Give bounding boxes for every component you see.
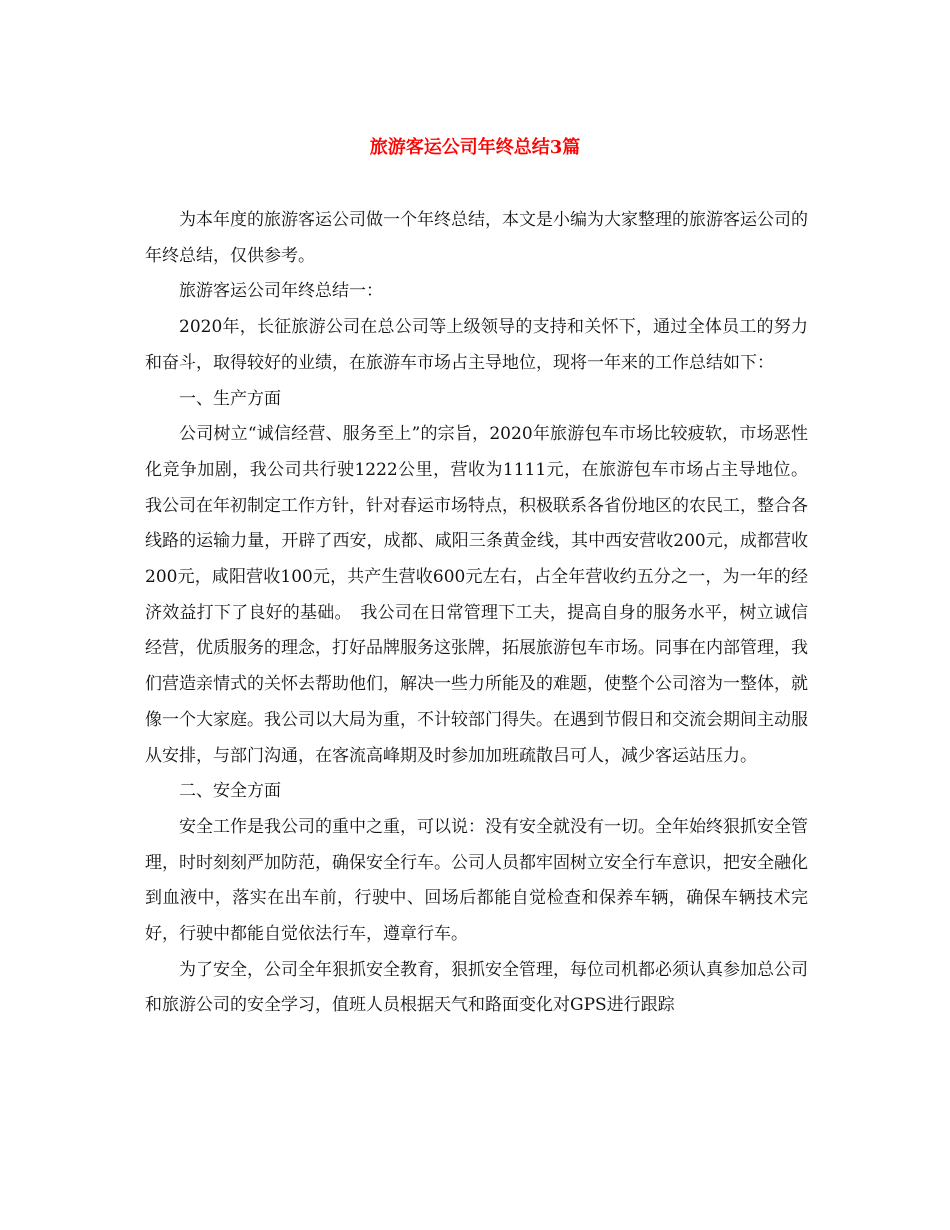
paragraph-safety-2: 为了安全，公司全年狠抓安全教育，狠抓安全管理，每位司机都必须认真参加总公司和旅游公司的安全学习，值班人员根据天气和路面变化对GPS进行跟踪 [145,959,808,1016]
heading-safety: 二、安全方面 [179,781,281,802]
paragraph-safety-1: 安全工作是我公司的重中之重，可以说：没有安全就没有一切。全年始终狠抓安全管理，时时刻刻严加防范，确保安全行车。公司人员都牢固树立安全行车意识，把安全融化到血液中，落实在出车前，行驶中、回场后都能自觉检查和保养车辆，确保车辆技术完好，行驶中都能自觉依法行车，遵章行车。 [145,816,808,945]
paragraph-production: 公司树立“诚信经营、服务至上”的宗旨，2020年旅游包车市场比较疲软，市场恶性化竞争加剧，我公司共行驶1222公里，营收为1111元，在旅游包车市场占主导地位。我公司在年初制定工作方针，针对春运市场特点，积极联系各省份地区的农民工，整合各线路的运输力量，开辟了西安，成都、咸阳三条黄金线，其中西安营收200元，成都营收200元，咸阳营收100元，共产生营收600元左右，占全年营收约五分之一，为一年的经济效益打下了良好的基础。 我公司在日常管理下工夫，提高自身的服务水平，树立诚信经营，优质服务的理念，打好品牌服务这张牌，拓展旅游包车市场。同事在内部管理，我们营造亲情式的关怀去帮助他们，解决一些力所能及的难题，使整个公司溶为一整体，就像一个大家庭。我公司以大局为重，不计较部门得失。在遇到节假日和交流会期间主动服从安排，与部门沟通，在客流高峰期及时参加加班疏散吕可人，减少客运站压力。 [145,424,808,766]
paragraph-overview: 2020年，长征旅游公司在总公司等上级领导的支持和关怀下，通过全体员工的努力和奋斗，取得较好的业绩，在旅游车市场占主导地位，现将一年来的工作总结如下： [145,317,808,373]
heading-production: 一、生产方面 [179,388,281,409]
paragraph-intro: 为本年度的旅游客运公司做一个年终总结，本文是小编为大家整理的旅游客运公司的年终总结，仅供参考。 [145,210,808,266]
paragraph-section-heading-1: 旅游客运公司年终总结一： [179,281,383,302]
document-title: 旅游客运公司年终总结3篇 [369,137,581,158]
document-body [145,203,808,1024]
